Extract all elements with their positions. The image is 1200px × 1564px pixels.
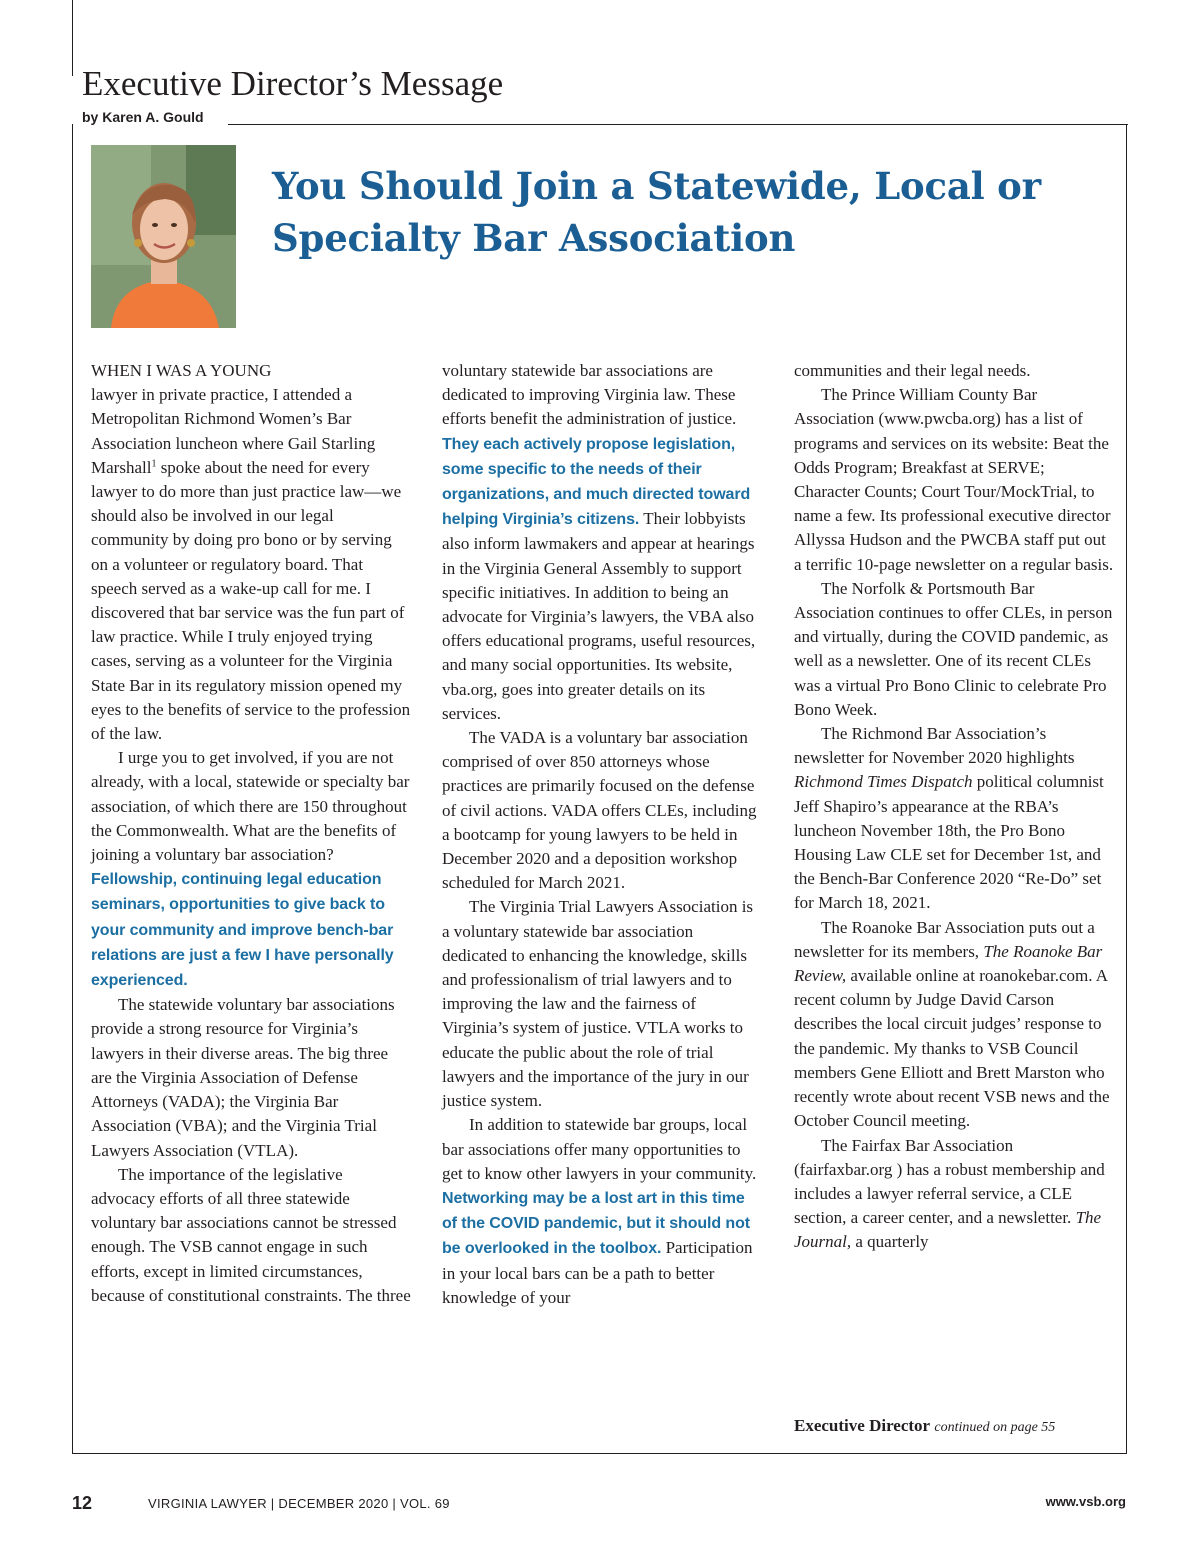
headline-line-1: You Should Join a Statewide, Local or — [272, 164, 1041, 208]
text-run: available online at roanokebar.com. A recent column by Judge David Carson describes the local circuit judges’ response to the pandemic. My thanks to VSB Council members Gene Elliott and Brett Marston who recently wrote about recent VSB news and the October Council meeting. — [794, 966, 1110, 1131]
text-run: Participation in your local bars can be a path to better knowledge of your — [442, 1238, 753, 1307]
column-3 — [794, 359, 1114, 1255]
paragraph — [91, 359, 411, 746]
text-run: spoke about the need for every lawyer to do more than just practice law—we should also be involved in our legal community by doing pro bono or by serving on a volunteer or regulatory board. That speech served as a wake-up call for me. I discovered that bar service was the fun part of law practice. While I truly enjoyed trying cases, serving as a volunteer for the Virginia State Bar in its regulatory mission opened my eyes to the benefits of service to the profession of the law. — [91, 457, 411, 744]
page-number: 12 — [72, 1493, 93, 1513]
continued-page-link[interactable]: continued on page 55 — [934, 1420, 1056, 1435]
text-run: voluntary statewide bar associations are dedicated to improving Virginia law. These efforts benefit the administration of justice. — [442, 361, 737, 429]
footnote-marker: 1 — [151, 458, 157, 470]
paragraph: The importance of the legislative advocacy efforts of all three statewide voluntary bar associations cannot be stressed enough. The VSB cannot engage in such efforts, except in limited circumstances, because of constitutional constraints. The three — [91, 1164, 411, 1305]
text-run: Their lobbyists also inform lawmakers and appear at hearings in the Virginia General Assembly to support specific initiatives. In addition to being an advocate for Virginia’s lawyers, the VBA also offers educational programs, useful resources, and many social opportunities. Its website, vba.org, goes into greater details on its services. — [442, 509, 756, 723]
lead-in-caps: WHEN I WAS A YOUNG — [91, 361, 272, 380]
pull-quote: Networking may be a lost art in this time of the COVID pandemic, but it should not be overlooked in the toolbox. — [442, 1189, 750, 1258]
paragraph — [794, 722, 1114, 916]
paragraph: The VADA is a voluntary bar association comprised of over 850 attorneys whose practices are primarily focused on the defense of civil actions. VADA offers CLEs, including a bootcamp for young lawyers to be held in December 2020 and a deposition workshop scheduled for March 2021. — [442, 728, 757, 893]
publication-info: VIRGINIA LAWYER | DECEMBER 2020 | VOL. 69 — [148, 1496, 450, 1511]
top-gutter-rule — [72, 0, 73, 76]
italic-title: Richmond Times Dispatch — [794, 772, 973, 792]
paragraph: The Virginia Trial Lawyers Association is a voluntary statewide bar association dedicated to enhancing the knowledge, skills and professionalism of trial lawyers and to improving the law and the fairness of Virginia’s system of justice. VTLA works to educate the public about the role of trial lawyers and the importance of the jury in our justice system. — [442, 897, 754, 1111]
headline-line-2: Specialty Bar Association — [272, 216, 796, 260]
author-photo — [91, 145, 236, 328]
paragraph: The Norfolk & Portsmouth Bar Association continues to offer CLEs, in person and virtually, during the COVID pandemic, as well as a newsletter. One of its recent CLEs was a virtual Pro Bono Clinic to celebrate Pro Bono Week. — [794, 578, 1113, 719]
article-headline — [272, 160, 1092, 264]
paragraph — [794, 1134, 1114, 1255]
continued-note — [794, 1414, 1055, 1440]
italic-title: The Roanoke Bar Review, — [794, 941, 1103, 986]
pull-quote: Fellowship, continuing legal education seminars, opportunities to give back to your community and improve bench-bar relations are just a few I have personally experienced. — [91, 871, 394, 990]
paragraph — [442, 359, 762, 726]
author-portrait-illustration — [91, 145, 236, 328]
continued-label: Executive Director — [794, 1416, 931, 1435]
text-run: lawyer in private practice, I attended a Metropolitan Richmond Women’s Bar Association luncheon where Gail Starling Marshall — [91, 385, 376, 477]
text-run: a quarterly — [851, 1232, 929, 1252]
section-title: Executive Director’s Message — [82, 64, 504, 103]
text-run: I urge you to get involved, if you are not already, with a local, statewide or specialty bar association, of which there are 150 throughout the Commonwealth. What are the benefits of joining a voluntary bar association? — [91, 748, 410, 865]
website-link[interactable]: www.vsb.org — [1045, 1494, 1126, 1509]
article-frame-top-rule — [228, 124, 1128, 125]
paragraph — [91, 746, 411, 993]
pull-quote: They each actively propose legislation, some specific to the needs of their organizations, and much directed toward helping Virginia’s citizens. — [442, 435, 751, 529]
text-run: political columnist Jeff Shapiro’s appearance at the RBA’s luncheon November 18th, the Pro Bono Housing Law CLE set for December 1st, and the Bench-Bar Conference 2020 “Re-Do” set for March 18, 2021. — [794, 772, 1104, 913]
italic-title: The Journal, — [794, 1208, 1102, 1252]
paragraph: communities and their legal needs. — [794, 361, 1031, 380]
paragraph — [794, 916, 1114, 1134]
column-2 — [442, 359, 762, 1310]
text-run: In addition to statewide bar groups, local bar associations offer many opportunities to get to know other lawyers in your community. — [442, 1115, 757, 1183]
paragraph: The statewide voluntary bar associations provide a strong resource for Virginia’s lawyers in their diverse areas. The big three are the Virginia Association of Defense Attorneys (VADA); the Virginia Bar Association (VBA); and the Virginia Trial Lawyers Association (VTLA). — [91, 995, 395, 1160]
paragraph: The Prince William County Bar Association (www.pwcba.org) has a list of programs and services on its website: Beat the Odds Program; Breakfast at SERVE; Character Counts; Court Tour/MockTrial, to name a few. Its professional executive director Allyssa Hudson and the PWCBA staff put out a terrific 10-page newsletter on a regular basis. — [794, 385, 1114, 574]
column-1 — [91, 359, 411, 1308]
byline: by Karen A. Gould — [82, 109, 204, 125]
text-run: The Fairfax Bar Association (fairfaxbar.org ) has a robust membership and includes a lawyer referral service, a CLE section, a career center, and a newsletter. — [794, 1135, 1105, 1228]
text-run: The Roanoke Bar Association puts out a newsletter for its members, — [794, 917, 1095, 961]
text-run: The Richmond Bar Association’s newsletter for November 2020 highlights — [794, 724, 1075, 768]
paragraph — [442, 1113, 762, 1310]
